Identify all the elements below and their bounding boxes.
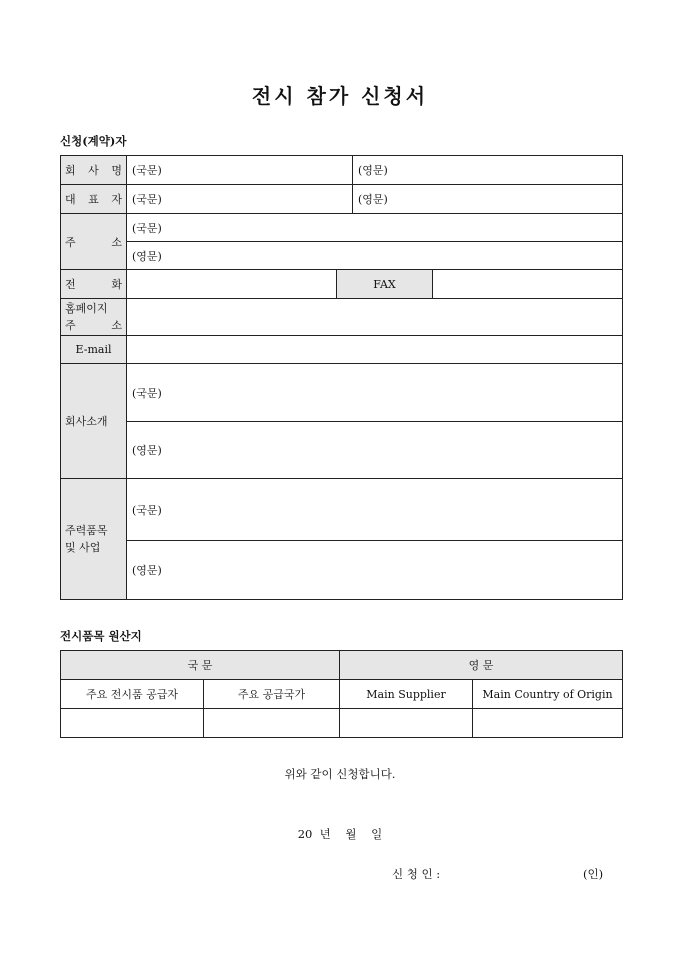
products-row-korean	[61, 479, 623, 541]
intro-row-english	[61, 422, 623, 479]
applicant-signature-label: 신 청 인 :	[392, 867, 441, 881]
origin-table	[60, 650, 623, 738]
phone-row	[61, 270, 623, 299]
address-english-field[interactable]: (영문)	[127, 242, 623, 270]
date-line: 20 년 월 일	[297, 827, 383, 841]
phone-field[interactable]	[127, 270, 337, 299]
representative-label: 대 표 자	[61, 185, 127, 214]
applicant-table	[60, 155, 623, 600]
country-korean-header: 주요 공급국가	[204, 680, 340, 709]
products-label-line2: 및 사업	[65, 541, 101, 554]
supplier-korean-header: 주요 전시품 공급자	[61, 680, 204, 709]
email-field[interactable]	[127, 336, 623, 364]
homepage-label-line2: 주 소	[65, 319, 122, 332]
representative-english-field[interactable]: (영문)	[353, 185, 623, 214]
seal-mark: (인)	[583, 867, 604, 881]
homepage-label	[61, 299, 127, 336]
address-row-korean	[61, 214, 623, 242]
supplier-korean-field[interactable]	[61, 709, 204, 738]
statement: 위와 같이 신청합니다.	[284, 767, 396, 781]
email-label: E-mail	[61, 336, 127, 364]
email-row	[61, 336, 623, 364]
company-english-field[interactable]: (영문)	[353, 156, 623, 185]
fax-label: FAX	[337, 270, 433, 299]
origin-column-row	[61, 680, 623, 709]
supplier-english-header: Main Supplier	[340, 680, 473, 709]
representative-korean-field[interactable]: (국문)	[127, 185, 353, 214]
products-english-field[interactable]: (영문)	[127, 541, 623, 600]
products-row-english	[61, 541, 623, 600]
country-english-field[interactable]	[473, 709, 623, 738]
address-korean-field[interactable]: (국문)	[127, 214, 623, 242]
products-korean-field[interactable]: (국문)	[127, 479, 623, 541]
homepage-field[interactable]	[127, 299, 623, 336]
intro-label: 회사소개	[61, 364, 127, 479]
products-label	[61, 479, 127, 600]
products-label-line1: 주력품목	[65, 524, 108, 537]
supplier-english-field[interactable]	[340, 709, 473, 738]
company-row	[61, 156, 623, 185]
country-english-header: Main Country of Origin	[473, 680, 623, 709]
english-header: 영 문	[340, 651, 623, 680]
origin-section-heading: 전시품목 원산지	[60, 629, 142, 643]
address-row-english	[61, 242, 623, 270]
phone-label: 전 화	[61, 270, 127, 299]
fax-field[interactable]	[433, 270, 623, 299]
country-korean-field[interactable]	[204, 709, 340, 738]
homepage-label-line1: 홈페이지	[65, 302, 108, 315]
address-label: 주 소	[61, 214, 127, 270]
homepage-row	[61, 299, 623, 336]
company-label: 회 사 명	[61, 156, 127, 185]
origin-data-row	[61, 709, 623, 738]
representative-row	[61, 185, 623, 214]
intro-korean-field[interactable]: (국문)	[127, 364, 623, 422]
page-title: 전시 참가 신청서	[251, 84, 429, 108]
origin-header-row	[61, 651, 623, 680]
intro-row-korean	[61, 364, 623, 422]
intro-english-field[interactable]: (영문)	[127, 422, 623, 479]
applicant-section-heading: 신청(계약)자	[60, 134, 127, 148]
company-korean-field[interactable]: (국문)	[127, 156, 353, 185]
korean-header: 국 문	[61, 651, 340, 680]
